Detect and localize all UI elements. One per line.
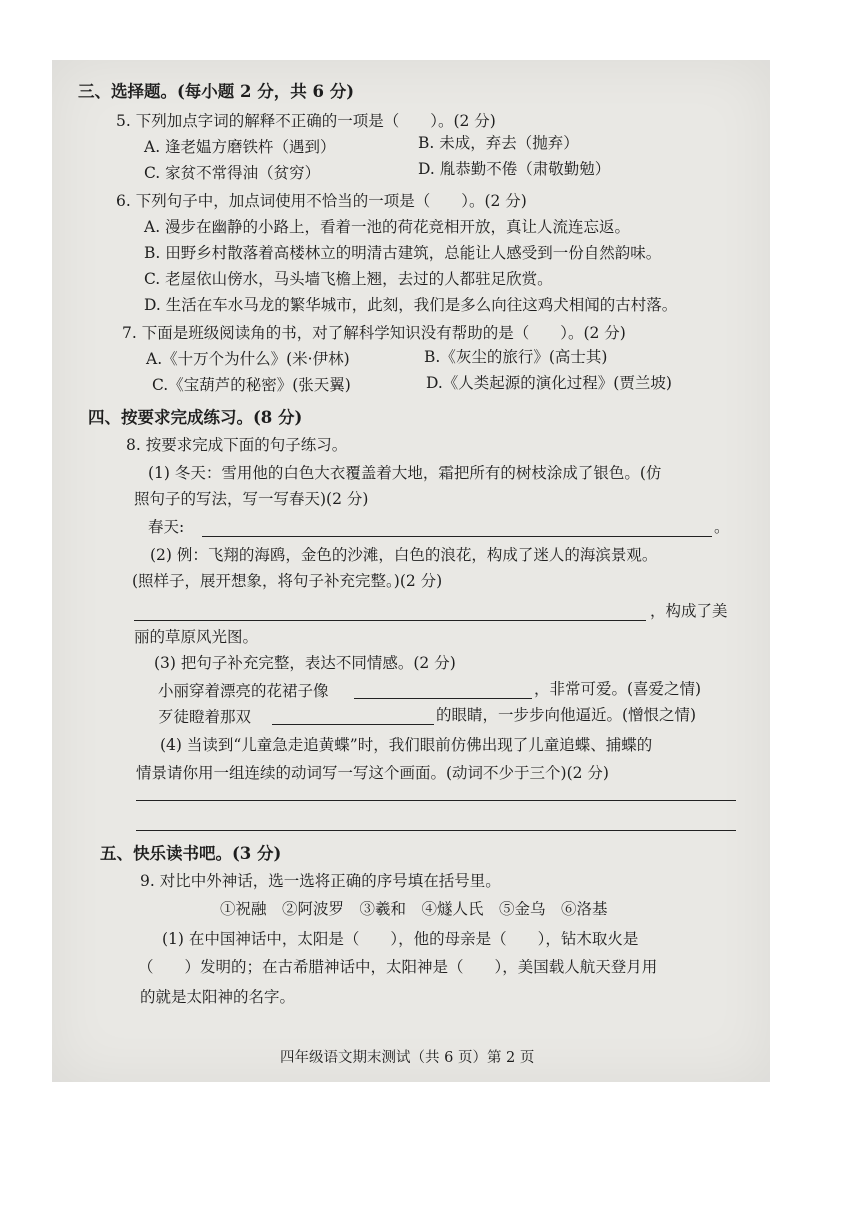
page-footer: 四年级语文期末测试（共 6 页）第 2 页	[280, 1050, 535, 1066]
q5-option-d: D. 胤恭勤不倦（肃敬勤勉）	[418, 160, 611, 178]
q9-stem: 9. 对比中外神话，选一选将正确的序号填在括号里。	[140, 872, 501, 890]
section-4-title: 四、按要求完成练习。(8 分)	[88, 408, 303, 427]
q8-p1-line1: (1) 冬天：雪用他的白色大衣覆盖着大地，霜把所有的树枝涂成了银色。(仿	[148, 464, 662, 482]
q9-options: ①祝融 ②阿波罗 ③羲和 ④燧人氏 ⑤金乌 ⑥洛基	[220, 900, 608, 918]
q9-p1-line1: (1) 在中国神话中，太阳是（ ），他的母亲是（ ），钻木取火是	[162, 930, 639, 948]
q5-option-b: B. 未成，弃去（抛弃）	[418, 134, 579, 152]
q6-option-d: D. 生活在车水马龙的繁华城市，此刻，我们是多么向往这鸡犬相闻的古村落。	[144, 296, 678, 314]
q8-p3-a-pre: 小丽穿着漂亮的花裙子像	[158, 682, 329, 700]
q8-p3-b-pre: 歹徒瞪着那双	[158, 708, 252, 726]
q8-p1-answer-line[interactable]	[202, 536, 712, 537]
exam-paper	[52, 60, 770, 1082]
q8-stem: 8. 按要求完成下面的句子练习。	[126, 436, 348, 454]
q9-p1-line2: （ ）发明的；在古希腊神话中，太阳神是（ ），美国载人航天登月用	[138, 958, 658, 976]
q7-option-c: C.《宝葫芦的秘密》(张天翼)	[152, 376, 351, 394]
q5-option-c: C. 家贫不常得油（贫穷）	[144, 164, 321, 182]
q8-p3-a-post: ，非常可爱。(喜爱之情)	[534, 680, 702, 698]
q8-p4-answer-line-1[interactable]	[136, 800, 736, 801]
paper-content	[52, 60, 770, 1082]
q8-p3-a-answer-line[interactable]	[354, 698, 532, 699]
q8-p4-line2: 情景请你用一组连续的动词写一写这个画面。(动词不少于三个)(2 分)	[136, 764, 609, 782]
q9-p1-line3: 的就是太阳神的名字。	[140, 988, 296, 1006]
q8-p2-tail: ，构成了美	[650, 602, 728, 620]
q8-p1-end: 。	[714, 518, 730, 536]
q6-stem: 6. 下列句子中，加点词使用不恰当的一项是（ ）。(2 分)	[116, 192, 527, 210]
q8-p2-line4: 丽的草原风光图。	[134, 628, 259, 646]
q8-p1-label: 春天:	[148, 518, 185, 536]
q7-option-d: D.《人类起源的演化过程》(贾兰坡)	[426, 374, 672, 392]
q8-p2-line2: (照样子，展开想象，将句子补充完整。)(2 分)	[132, 572, 443, 590]
q7-stem: 7. 下面是班级阅读角的书，对了解科学知识没有帮助的是（ ）。(2 分)	[122, 324, 626, 342]
q8-p4-line1: (4) 当读到“儿童急走追黄蝶”时，我们眼前仿佛出现了儿童追蝶、捕蝶的	[160, 736, 653, 754]
q8-p1-line2: 照句子的写法，写一写春天)(2 分)	[134, 490, 369, 508]
q7-option-a: A.《十万个为什么》(米·伊林)	[146, 350, 350, 368]
q8-p3-b-post: 的眼睛，一步步向他逼近。(憎恨之情)	[436, 706, 697, 724]
q5-stem: 5. 下列加点字词的解释不正确的一项是（ ）。(2 分)	[116, 112, 496, 130]
q6-option-c: C. 老屋依山傍水，马头墙飞檐上翘，去过的人都驻足欣赏。	[144, 270, 553, 288]
q8-p2-answer-line[interactable]	[134, 620, 646, 621]
q8-p4-answer-line-2[interactable]	[136, 830, 736, 831]
q8-p2-line1: (2) 例：飞翔的海鸥，金色的沙滩，白色的浪花，构成了迷人的海滨景观。	[150, 546, 658, 564]
q8-p3-line1: (3) 把句子补充完整，表达不同情感。(2 分)	[154, 654, 456, 672]
q5-option-a: A. 逢老媪方磨铁杵（遇到）	[144, 138, 336, 156]
section-3-title: 三、选择题。(每小题 2 分，共 6 分)	[78, 82, 355, 101]
q6-option-b: B. 田野乡村散落着高楼林立的明清古建筑，总能让人感受到一份自然韵味。	[144, 244, 662, 262]
q8-p3-b-answer-line[interactable]	[272, 724, 434, 725]
q7-option-b: B.《灰尘的旅行》(高士其)	[424, 348, 608, 366]
q6-option-a: A. 漫步在幽静的小路上，看着一池的荷花竞相开放，真让人流连忘返。	[144, 218, 631, 236]
section-5-title: 五、快乐读书吧。(3 分)	[100, 844, 282, 863]
